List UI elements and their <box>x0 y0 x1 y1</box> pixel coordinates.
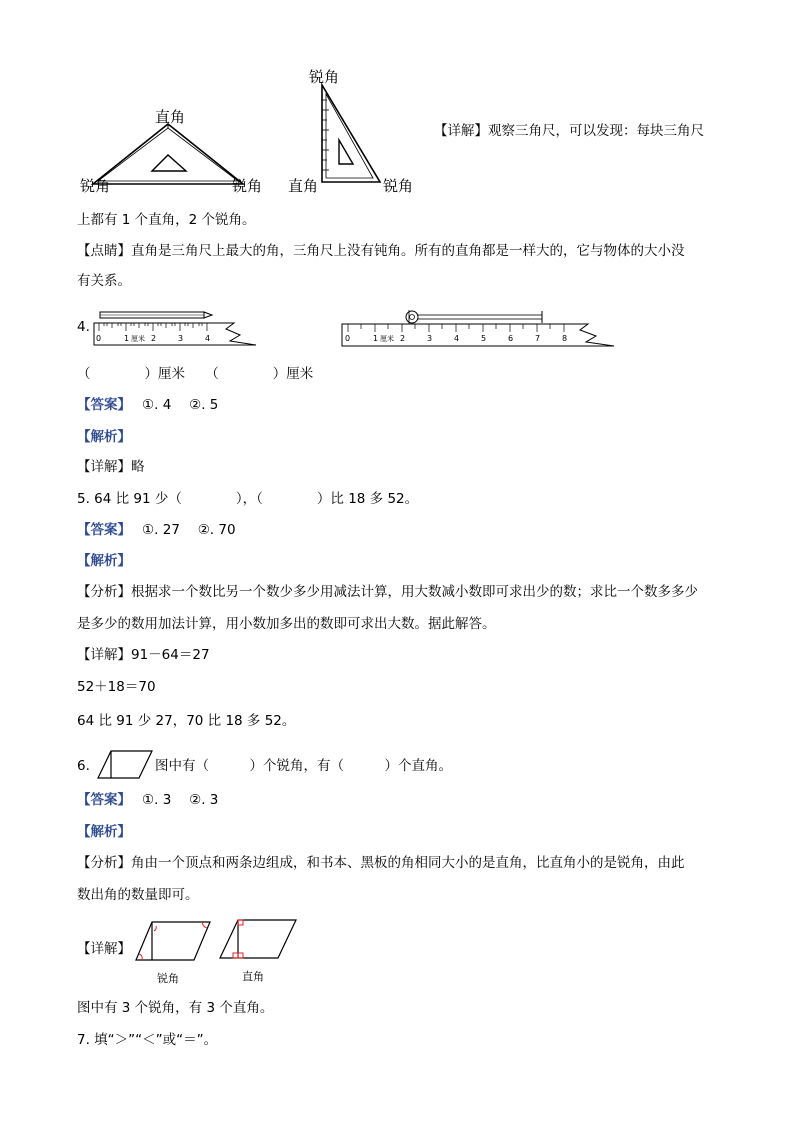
q4-answer <box>77 395 218 415</box>
set-square-figure-2 <box>318 80 388 190</box>
triangle1-top-label: 直角 <box>155 108 186 126</box>
ruler2-tick-6: 6 <box>508 334 514 343</box>
q7-question: 7. 填“＞”“＜”或“＝”。 <box>77 1032 218 1048</box>
ruler1-tick-4: 4 <box>205 334 211 343</box>
q6-detail-label: 【详解】 <box>77 941 131 957</box>
ruler2-tick-0: 0 <box>345 334 351 343</box>
q4-analysis-label: 【解析】 <box>77 429 131 445</box>
triangle2-bottom-right-label: 锐角 <box>383 177 414 195</box>
answer-label: 【答案】 <box>77 397 125 413</box>
q5-answer <box>77 520 236 540</box>
q3-detail-text: 【详解】观察三角尺，可以发现：每块三角尺 <box>434 123 704 139</box>
q6-analysis-label: 【解析】 <box>77 824 131 840</box>
q6-conclusion: 图中有 3 个锐角，有 3 个直角。 <box>77 1000 274 1016</box>
q5-analysis-label: 【解析】 <box>77 553 131 569</box>
q5-analysis: 【分析】根据求一个数比另一个数少多少用减法计算，用大数减小数即可求出少的数；求比一个数多多少 <box>77 584 698 600</box>
q5-detail-2: 52＋18＝70 <box>77 679 156 695</box>
answer-text: ①. 4 ②. 5 <box>142 397 219 413</box>
ruler-with-pencil <box>92 305 262 350</box>
ruler1-tick-3: 3 <box>178 334 184 343</box>
answer-text: ①. 27 ②. 70 <box>142 522 236 538</box>
ruler2-tick-1: 1 <box>373 334 379 343</box>
ruler1-tick-2: 2 <box>151 334 157 343</box>
triangle2-bottom-left-label: 直角 <box>288 177 319 195</box>
q4-number: 4. <box>77 319 90 335</box>
fig-label-right: 直角 <box>242 970 264 983</box>
q5-question: 5. 64 比 91 少（ ），（ ）比 18 多 52。 <box>77 491 419 507</box>
q6-question: 图中有（ ）个锐角，有（ ）个直角。 <box>155 758 452 774</box>
q4-blanks: （ ）厘米 （ ）厘米 <box>77 366 314 382</box>
q3-detail-continuation: 上都有 1 个直角，2 个锐角。 <box>77 212 256 228</box>
parallelogram-figure <box>95 748 155 782</box>
q3-tip-continuation: 有关系。 <box>77 273 131 289</box>
parallelogram-acute-angles <box>128 918 213 966</box>
ruler2-tick-5: 5 <box>481 334 487 343</box>
q4-detail: 【详解】略 <box>77 459 145 475</box>
q5-detail-1: 【详解】91－64＝27 <box>77 647 210 663</box>
q6-analysis: 【分析】角由一个顶点和两条边组成，和书本、黑板的角相同大小的是直角，比直角小的是锐角，由此 <box>77 855 685 871</box>
ruler2-unit: 厘米 <box>380 335 394 343</box>
ruler2-tick-7: 7 <box>535 334 541 343</box>
ruler1-tick-0: 0 <box>96 334 102 343</box>
triangle1-right-label: 锐角 <box>232 177 263 195</box>
q6-analysis-continuation: 数出角的数量即可。 <box>77 887 199 903</box>
answer-label: 【答案】 <box>77 792 125 808</box>
ruler1-tick-1: 1 <box>124 334 130 343</box>
triangle2-top-label: 锐角 <box>309 68 340 86</box>
ruler2-tick-3: 3 <box>427 334 433 343</box>
q5-analysis-continuation: 是多少的数用加法计算，用小数加多出的数即可求出大数。据此解答。 <box>77 616 496 632</box>
parallelogram-right-angles <box>216 916 301 964</box>
q6-answer <box>77 790 218 810</box>
q3-tip: 【点睛】直角是三角尺上最大的角，三角尺上没有钝角。所有的直角都是一样大的，它与物体的大小没 <box>77 243 685 259</box>
triangle1-left-label: 锐角 <box>80 177 111 195</box>
ruler2-tick-8: 8 <box>562 334 568 343</box>
ruler2-tick-4: 4 <box>454 334 460 343</box>
answer-text: ①. 3 ②. 3 <box>142 792 219 808</box>
fig-label-acute: 锐角 <box>157 972 179 985</box>
ruler1-unit: 厘米 <box>131 335 145 343</box>
q6-number: 6. <box>77 758 90 774</box>
ruler2-tick-2: 2 <box>400 334 406 343</box>
answer-label: 【答案】 <box>77 522 125 538</box>
q5-detail-3: 64 比 91 少 27，70 比 18 多 52。 <box>77 713 296 729</box>
